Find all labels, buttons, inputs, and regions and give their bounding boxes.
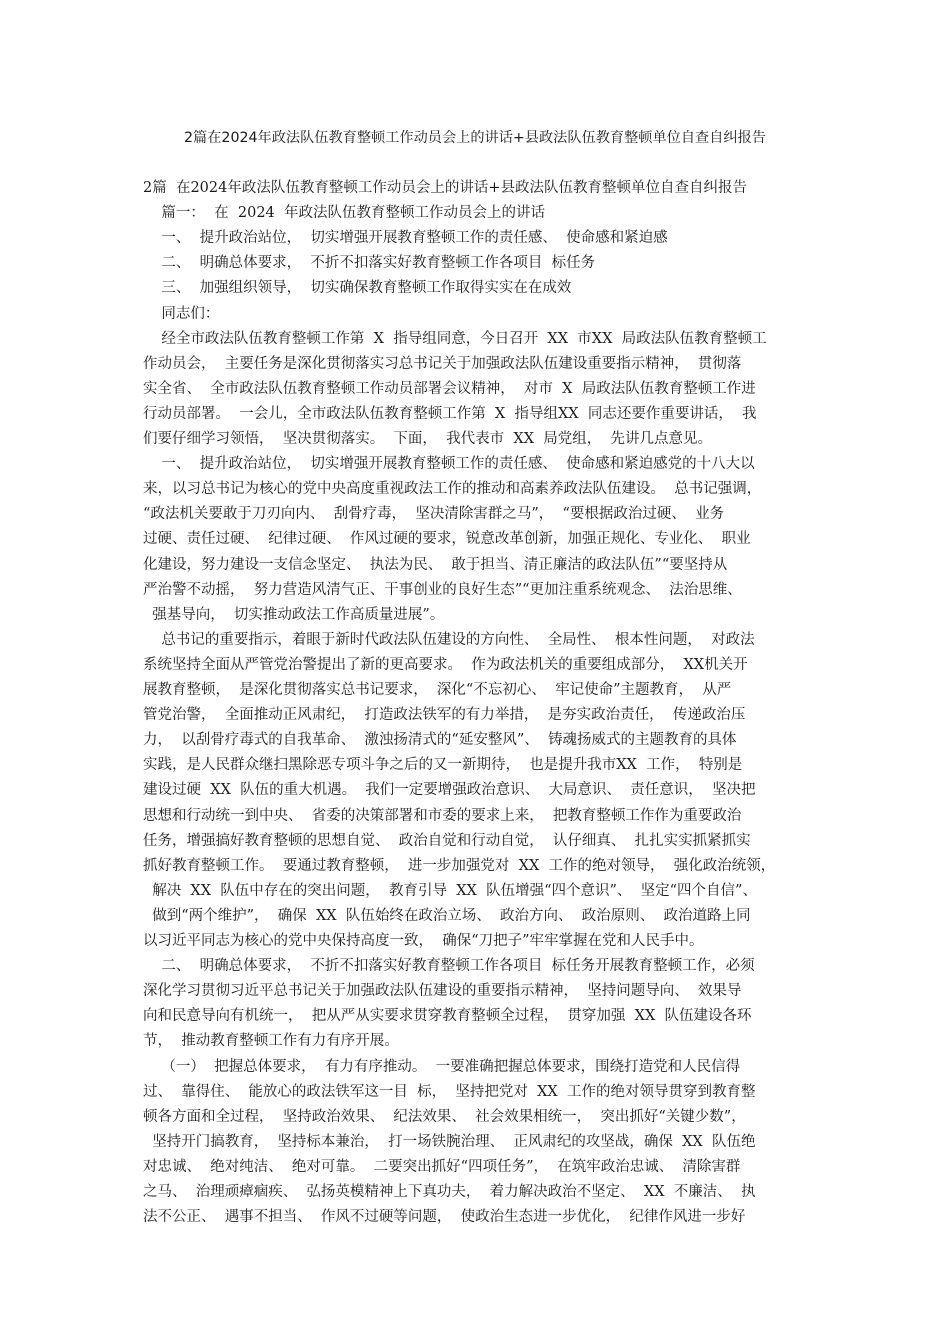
- body-text-line: 法不公正、 遇事不担当、 作风不过硬等问题， 使政治生态进一步优化， 纪律作风进一步好: [143, 1209, 746, 1226]
- body-text-line: 顿各方面和全过程， 坚持政治效果、 纪法效果、 社会效果相统一， 突出抓好“关键少数”，: [143, 1108, 746, 1125]
- body-text-line: （一） 把握总体要求， 有力有序推动。 一要准确把握总体要求，围绕打造党和人民信得: [143, 1058, 741, 1075]
- body-text-line: 之马、 治理顽瘴痼疾、 弘扬英模精神上下真功夫， 着力解决政治不坚定、 XX 不廉洁、 执: [143, 1184, 756, 1200]
- body-text-line: 2篇 在2024年政法队伍教育整顿工作动员会上的讲话+县政法队伍教育整顿单位自查自纠报告: [143, 180, 747, 196]
- document-title: 2篇在2024年政法队伍教育整顿工作动员会上的讲话+县政法队伍教育整顿单位自查自纠报告: [184, 130, 766, 146]
- body-text-line: 展教育整顿， 是深化贯彻落实总书记要求， 深化“不忘初心、 牢记使命”主题教育， 从严: [143, 682, 732, 698]
- body-text-line: 来，以习总书记为核心的党中央高度重视政法工作的推动和高素养政法队伍建设。 总书记强调，: [143, 481, 762, 498]
- body-text-line: 建设过硬 XX 队伍的重大机遇。 我们一定要增强政治意识、 大局意识、 责任意识， 坚决把: [143, 782, 756, 799]
- body-text-line: 向和民意导向有机统一， 把从严从实要求贯穿教育整顿全过程， 贯穿加强 XX 队伍建设各环: [143, 1008, 752, 1025]
- body-text-line: 二、 明确总体要求， 不折不扣落实好教育整顿工作各项目 标任务开展教育整顿工作，必须: [143, 958, 755, 975]
- body-text-line: 坚持开门搞教育， 坚持标本兼治， 打一场铁腕治理、 正风肃纪的攻坚战，确保 XX 队伍绝: [143, 1133, 756, 1150]
- body-text-line: 力， 以刮骨疗毒式的自我革命、 激浊扬清式的“延安整风”、 铸魂扬威式的主题教育的具体: [143, 732, 737, 749]
- body-text-line: 经全市政法队伍教育整顿工作第 X 指导组同意，今日召开 XX 市XX 局政法队伍教育整顿工: [143, 330, 767, 347]
- body-text-line: 过、 靠得住、 能放心的政法铁军这一目 标， 坚持把党对 XX 工作的绝对领导贯穿到教育整: [143, 1083, 756, 1100]
- body-text-line: 以习近平同志为核心的党中央保持高度一致， 确保“刀把子”牢牢掌握在党和人民手中。: [143, 933, 704, 949]
- body-text-line: 系统坚持全面从严管党治警提出了新的更高要求。 作为政法机关的重要组成部分， XX机关开: [143, 656, 748, 673]
- body-text-line: 化建设，努力建设一支信念坚定、 执法为民、 敢于担当、清正廉洁的政法队伍”“要坚持从: [143, 556, 728, 573]
- body-text-line: 严治警不动摇， 努力营造风清气正、干事创业的良好生态”“更加注重系统观念、 法治思维、: [143, 581, 742, 598]
- body-text-line: 对忠诚、 绝对纯洁、 绝对可靠。 二要突出抓好“四项任务”， 在筑牢政治忠诚、 清除害群: [143, 1158, 741, 1175]
- body-text-line: 做到“两个维护”， 确保 XX 队伍始终在政治立场、 政治方向、 政治原则、 政治道路上同: [143, 907, 751, 924]
- body-text-line: 管党治警， 全面推动正风肃纪， 打造政法铁军的有力举措， 是夯实政治责任， 传递政治压: [143, 707, 746, 724]
- body-text-line: 思想和行动统一到中央、 省委的决策部署和市委的要求上来， 把教育整顿工作作为重要政治: [143, 807, 742, 824]
- body-text-line: 过硬、责任过硬、 纪律过硬、 作风过硬的要求，锐意改革创新，加强正规化、专业化、 职业: [143, 531, 751, 548]
- body-text-line: 行动员部署。 一会儿，全市政法队伍教育整顿工作第 X 指导组XX 同志还要作重要讲话， 我: [143, 405, 757, 422]
- body-text-line: 作动员会， 主要任务是深化贯彻落实习总书记关于加强政法队伍建设重要指示精神， 贯彻落: [143, 355, 742, 372]
- body-text-line: 实践，是人民群众继扫黑除恶专项斗争之后的又一新期待， 也是提升我市XX 工作， 特别是: [143, 757, 743, 774]
- body-text-line: 总书记的重要指示，着眼于新时代政法队伍建设的方向性、 全局性、 根本性问题， 对政法: [143, 631, 755, 648]
- body-text-line: 解决 XX 队伍中存在的突出问题， 教育引导 XX 队伍增强“四个意识”、 坚定“四个自信”、: [143, 882, 757, 899]
- body-text-line: 抓好教育整顿工作。 要通过教育整顿， 进一步加强党对 XX 工作的绝对领导， 强化政治统领，: [143, 857, 776, 874]
- body-text-line: 二、 明确总体要求， 不折不扣落实好教育整顿工作各项目 标任务: [143, 255, 596, 272]
- body-text-line: 篇一： 在 2024 年政法队伍教育整顿工作动员会上的讲话: [143, 205, 545, 222]
- body-text-line: 深化学习贯彻习近平总书记关于加强政法队伍建设的重要指示精神， 坚持问题导向、 效果导: [143, 983, 742, 1000]
- body-text-line: 们要仔细学习领悟， 坚决贯彻落实。 下面， 我代表市 XX 局党组， 先讲几点意见。: [143, 431, 712, 447]
- body-text-line: 任务，增强搞好教育整顿的思想自觉、 政治自觉和行动自觉， 认仔细真、 扎扎实实抓紧抓实: [143, 832, 751, 849]
- body-text-line: 一、 提升政治站位， 切实增强开展教育整顿工作的责任感、 使命感和紧迫感党的十八大以: [143, 456, 755, 473]
- body-text-line: 三、 加强组织领导， 切实确保教育整顿工作取得实实在在成效: [143, 280, 572, 297]
- body-text-line: “政法机关要敢于刀刃向内、 刮骨疗毒， 坚决清除害群之马”， “要根据政治过硬、 业务: [143, 506, 725, 523]
- body-text-line: 节， 推动教育整顿工作有力有序开展。: [143, 1033, 399, 1050]
- body-text-line: 同志们：: [143, 305, 220, 322]
- body-text-line: 一、 提升政治站位， 切实增强开展教育整顿工作的责任感、 使命感和紧迫感: [143, 230, 668, 247]
- body-text-line: 强基导向， 切实推动政法工作高质量进展”。: [143, 606, 445, 623]
- body-text-line: 实全省、 全市政法队伍教育整顿工作动员部署会议精神， 对市 X 局政法队伍教育整顿工作进: [143, 380, 756, 397]
